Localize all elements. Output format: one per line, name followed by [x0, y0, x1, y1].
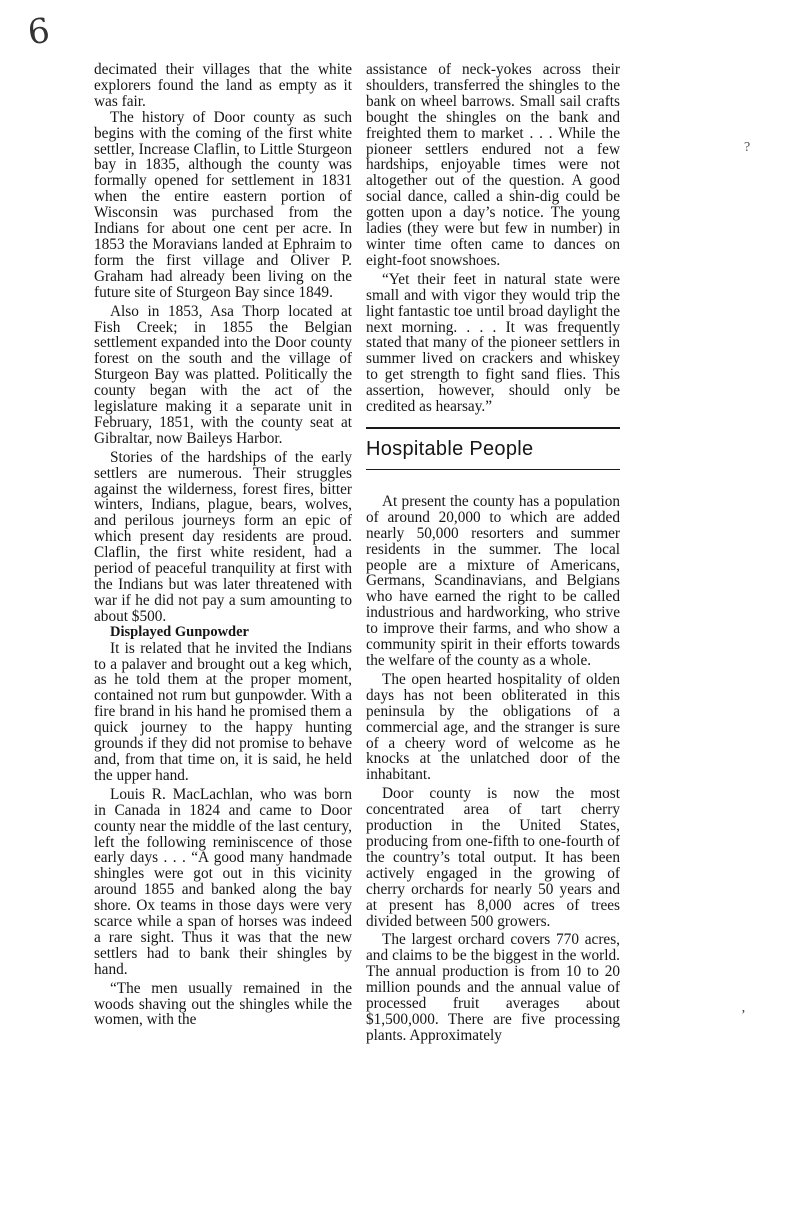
section-rule-top [366, 427, 620, 429]
right-paragraph-3: At present the county has a population of around 20,000 to which are added nearly 50,000 resorters and summer residents in the summer. The local people are a mixture of Americans, Germans, Scandinavians, and Belgians who have earned the right to be called industrious and hardworking, who strive to improve their farms, and who show a community spirit in their efforts towards the welfare of the county as a whole. [366, 492, 620, 669]
left-paragraph-5: It is related that he invited the Indians to a palaver and brought out a keg which, as he told them at the proper moment, contained not rum but gunpowder. With a fire brand in his hand he promised them a quick journey to the happy hunting grounds if they did not promise to behave and, from that time on, it is said, he held the upper hand. [94, 639, 352, 784]
left-paragraph-3: Also in 1853, Asa Thorp located at Fish Creek; in 1855 the Belgian settlement expanded into the Door county forest on the south and the village of Sturgeon Bay was platted. Politically the county began with the act of the legislature making it a separate unit in February, 1851, with the county seat at Gibraltar, now Baileys Harbor. [94, 302, 352, 447]
left-paragraph-2: The history of Door county as such begins with the coming of the first white settler, Increase Claflin, to Little Sturgeon bay in 1835, although the county was formally opened for settlement in 1831 when the entire eastern portion of Wisconsin was purchased from the Indians for about one cent per acre. In 1853 the Moravians landed at Ephraim to form the first village and Oliver P. Graham had already been living on the future site of Sturgeon Bay since 1849. [94, 108, 352, 301]
margin-mark-lower: ’ [741, 1008, 746, 1023]
left-paragraph-7: “The men usually remained in the woods shaving out the shingles while the women, with the [94, 979, 352, 1029]
section-rule-bottom [366, 469, 620, 470]
left-column [94, 62, 352, 1028]
right-column [366, 62, 620, 1044]
right-paragraph-1: assistance of neck-yokes across their shoulders, transferred the shingles to the bank on wheel barrows. Small sail crafts bought the shingles on the bank and freighted them to market . . . While the pioneer settlers endured not a few hardships, enjoyable times were not altogether out of the question. A good social dance, called a shin-dig could be gotten upon a day’s notice. The young ladies (they were but few in number) in winter time often came to dances on eight-foot snowshoes. [366, 61, 620, 269]
left-paragraph-4: Stories of the hardships of the early settlers are numerous. Their struggles against the wilderness, forest fires, bitter winters, Indians, plague, bears, wolves, and perilous journeys form an epic of which present day residents are proud. Claflin, the first white resident, had a period of peaceful tranquility at first with the Indians but was later threatened with war if he did not pay a sum amounting to about $500. [94, 448, 352, 625]
right-paragraph-6: The largest orchard covers 770 acres, and claims to be the biggest in the world. The annual production is from 10 to 20 million pounds and the annual value of processed fruit averages about $1,500,000. There are five processing plants. Approximately [366, 931, 620, 1044]
page-number: 6 [25, 10, 53, 54]
right-paragraph-5: Door county is now the most concentrated area of tart cherry production in the United States, producing from one-fifth to one-fourth of the country’s total output. It has been actively engaged in the growing of cherry orchards for nearly 50 years and at present has 8,000 acres of trees divided between 500 growers. [366, 785, 620, 930]
right-paragraph-4: The open hearted hospitality of olden days has not been obliterated in this peninsula by the obligations of a commercial age, and the stranger is sure of a cheery word of welcome as he knocks at the unlatched door of the inhabitant. [366, 670, 620, 784]
left-paragraph-1: decimated their villages that the white explorers found the land as empty as it was fair. [94, 61, 352, 110]
margin-mark-upper: ? [744, 140, 751, 155]
right-paragraph-2: “Yet their feet in natural state were small and with vigor they would trip the light fantastic toe until broad daylight the next morning. . . . It was frequently stated that many of the pioneer settlers in summer lived on crackers and whiskey to get strength to fight sand flies. This assertion, however, should only be credited as hearsay.” [366, 270, 620, 416]
left-paragraph-6: Louis R. MacLachlan, who was born in Canada in 1824 and came to Door county near the middle of the last century, left the following reminiscence of those early days . . . “A good many handmade shingles were got out in this vicinity around 1855 and banked along the bay shore. Ox teams in those days were very scarce while a span of horses was indeed a rare sight. Thus it was that the new settlers had to bank their shingles by hand. [94, 785, 352, 978]
subheading-displayed-gunpowder: Displayed Gunpowder [110, 623, 249, 640]
section-title-hospitable-people: Hospitable People [366, 437, 534, 460]
